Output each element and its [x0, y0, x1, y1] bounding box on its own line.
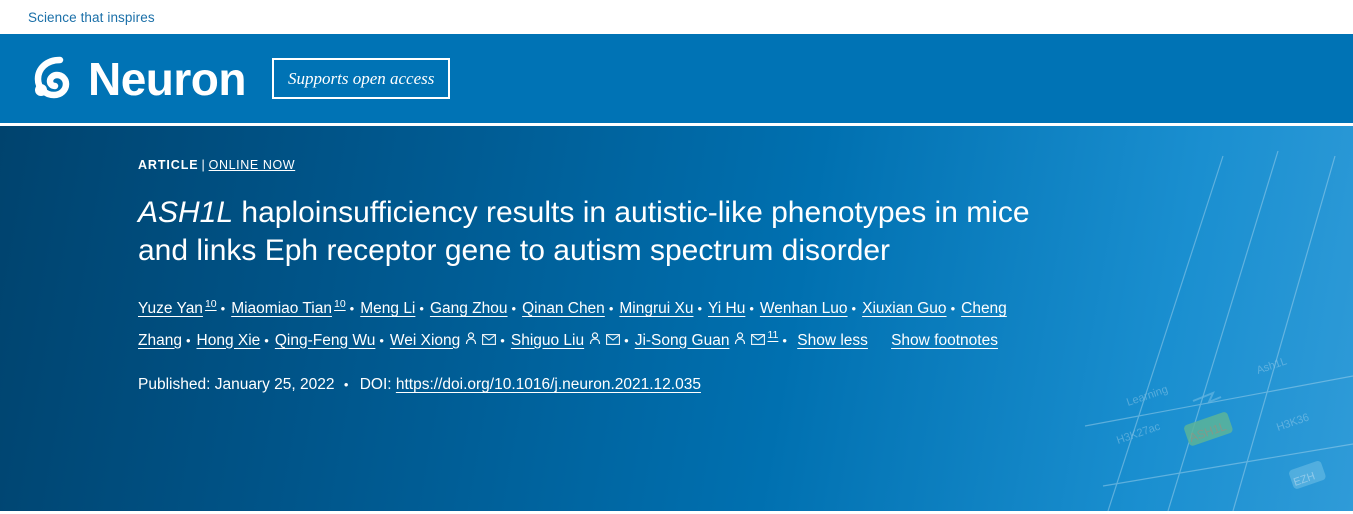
page-title — [138, 194, 1038, 271]
show-footnotes-link[interactable]: Show footnotes — [891, 331, 998, 349]
author-separator — [624, 325, 629, 357]
author-link[interactable]: Cheng Zhang — [138, 299, 1007, 349]
author-separator — [350, 293, 355, 325]
envelope-icon[interactable] — [606, 325, 620, 357]
author-separator — [609, 293, 614, 325]
envelope-icon[interactable] — [751, 325, 765, 357]
author-separator — [221, 293, 226, 325]
author-affiliation-ref[interactable]: 11 — [767, 329, 779, 342]
journal-banner — [0, 34, 1353, 126]
author-separator — [379, 325, 384, 357]
author-link[interactable]: Qing-Feng Wu — [274, 331, 376, 349]
author-separator — [500, 325, 505, 357]
person-icon[interactable] — [465, 325, 477, 357]
author-list — [138, 293, 1048, 357]
author-separator — [749, 293, 754, 325]
tagline-link[interactable]: Science that inspires — [28, 9, 155, 25]
article-hero — [0, 126, 1353, 511]
doi-link[interactable]: https://doi.org/10.1016/j.neuron.2021.12.035 — [395, 376, 701, 394]
author-affiliation-ref[interactable]: 10 — [204, 297, 217, 310]
svg-text:Ash1L: Ash1L — [1255, 355, 1289, 377]
svg-text:H3K27ac: H3K27ac — [1115, 420, 1162, 447]
kicker-separator: | — [201, 158, 206, 172]
svg-text:EZH: EZH — [1292, 470, 1317, 489]
person-icon[interactable] — [589, 325, 601, 357]
author-link[interactable]: Yi Hu — [708, 299, 746, 317]
author-separator — [951, 293, 956, 325]
author-list-slot — [138, 297, 1007, 349]
author-link[interactable]: Wei Xiong — [389, 331, 461, 349]
author-link[interactable]: Miaomiao Tian — [231, 299, 332, 317]
doi-label: DOI: — [359, 376, 392, 394]
pubinfo-bullet — [344, 376, 349, 394]
author-link[interactable]: Hong Xie — [196, 331, 261, 349]
author-link[interactable]: Qinan Chen — [522, 299, 605, 317]
published-label: Published: — [138, 376, 211, 394]
top-utility-bar — [0, 0, 1353, 34]
author-link[interactable]: Wenhan Luo — [759, 299, 848, 317]
author-link[interactable]: Yuze Yan — [138, 299, 203, 317]
neuron-logo-icon — [30, 55, 74, 103]
author-separator — [782, 325, 787, 357]
author-separator — [852, 293, 857, 325]
author-affiliation-ref[interactable]: 10 — [333, 297, 346, 310]
author-link[interactable]: Ji-Song Guan — [634, 331, 730, 349]
online-now-link[interactable]: ONLINE NOW — [208, 158, 296, 172]
author-link[interactable]: Meng Li — [360, 299, 416, 317]
envelope-icon[interactable] — [482, 325, 496, 357]
published-date: January 25, 2022 — [214, 376, 335, 394]
author-link[interactable]: Gang Zhou — [429, 299, 508, 317]
author-link[interactable]: Xiuxian Guo — [862, 299, 947, 317]
open-access-badge[interactable]: Supports open access — [272, 58, 450, 99]
article-kicker — [138, 158, 1353, 172]
author-separator — [264, 325, 269, 357]
author-link[interactable]: Mingrui Xu — [619, 299, 694, 317]
author-separator — [697, 293, 702, 325]
svg-text:H3K36: H3K36 — [1275, 411, 1311, 434]
article-title-rest: haploinsufficiency results in autistic-like phenotypes in mice and links Eph receptor gene to autism spectrum disorder — [138, 196, 1030, 268]
publication-info — [138, 376, 1353, 394]
journal-logo[interactable] — [30, 52, 246, 105]
person-icon[interactable] — [734, 325, 746, 357]
svg-text:ASH1L: ASH1L — [1187, 419, 1228, 445]
article-type-label: ARTICLE — [138, 158, 199, 172]
author-link[interactable]: Shiguo Liu — [510, 331, 585, 349]
svg-text:Learning: Learning — [1125, 383, 1170, 409]
author-separator — [186, 325, 191, 357]
author-separator — [419, 293, 424, 325]
article-title-gene: ASH1L — [138, 196, 234, 229]
author-separator — [512, 293, 517, 325]
journal-title: Neuron — [88, 52, 246, 105]
show-less-link[interactable]: Show less — [797, 331, 868, 349]
